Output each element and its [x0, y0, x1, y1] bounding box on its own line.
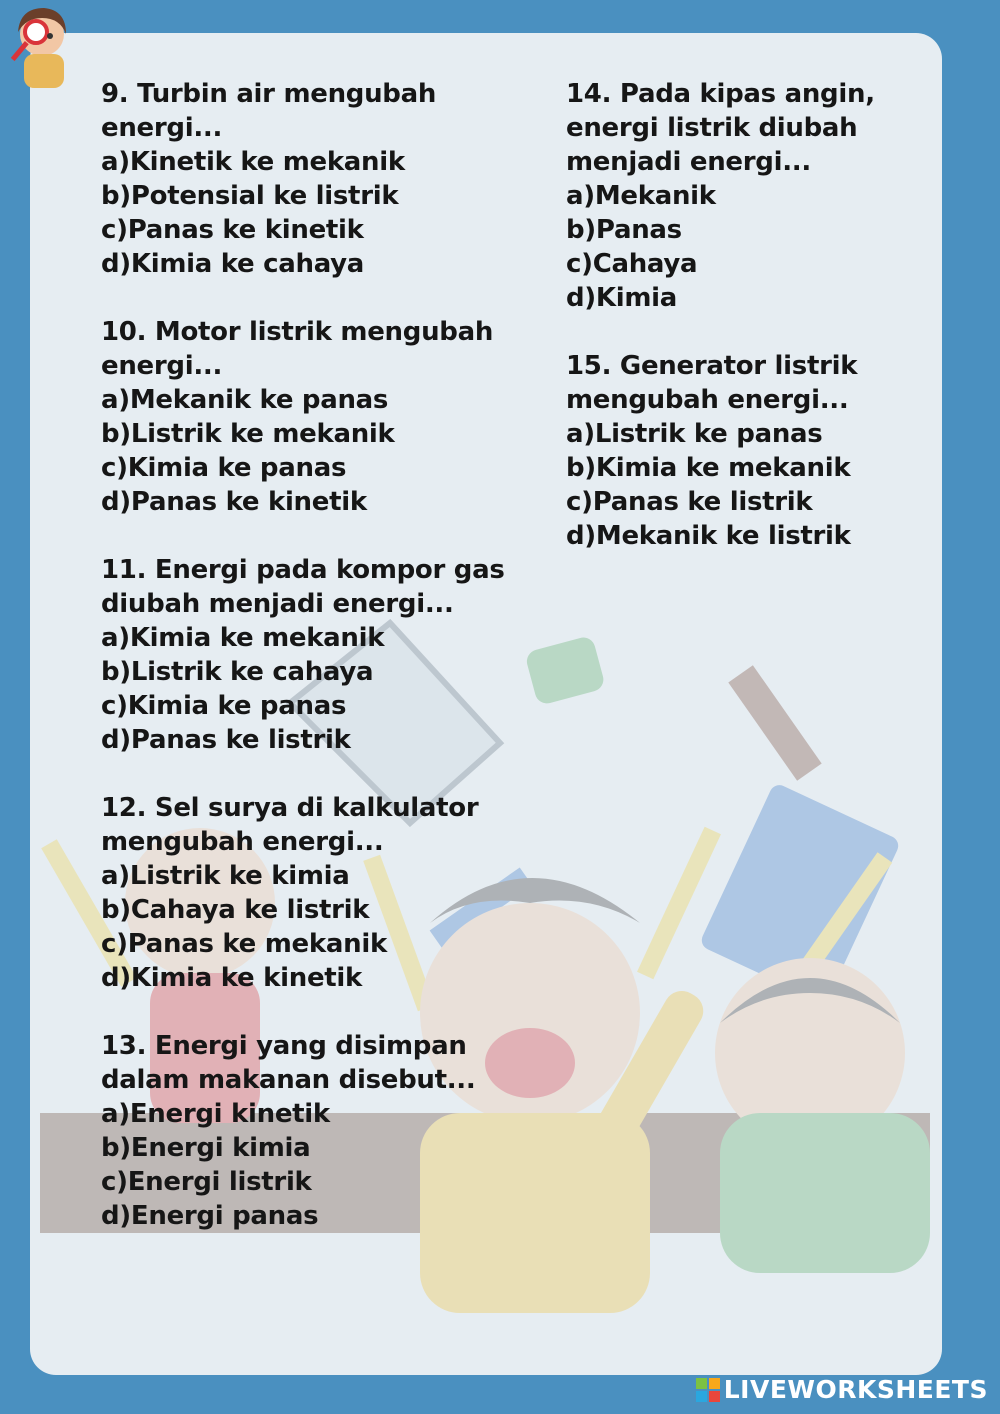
question-text: 9. Turbin air mengubah [101, 79, 437, 109]
question-text: 12. Sel surya di kalkulator [101, 793, 479, 823]
option-c: c)Cahaya [566, 249, 698, 279]
question-text: energi... [101, 351, 223, 381]
liveworksheets-brand [696, 1375, 988, 1404]
question-text: energi... [101, 113, 223, 143]
option-d: d)Kimia ke kinetik [101, 963, 363, 993]
option-a: a)Mekanik [566, 181, 716, 211]
question-15 [566, 349, 942, 553]
option-b: b)Kimia ke mekanik [566, 453, 851, 483]
option-c: c)Panas ke mekanik [101, 929, 387, 959]
mascot-magnifier-icon [0, 0, 82, 100]
question-text: diubah menjadi energi... [101, 589, 454, 619]
option-a: a)Kimia ke mekanik [101, 623, 385, 653]
question-9 [101, 77, 521, 281]
option-c: c)Panas ke kinetik [101, 215, 364, 245]
option-c: c)Panas ke listrik [566, 487, 813, 517]
question-text: menjadi energi... [566, 147, 811, 177]
option-d: d)Panas ke listrik [101, 725, 351, 755]
question-11 [101, 553, 521, 757]
question-13 [101, 1029, 521, 1233]
left-column [101, 77, 521, 1267]
question-12 [101, 791, 521, 995]
option-b: b)Cahaya ke listrik [101, 895, 370, 925]
question-text: 15. Generator listrik [566, 351, 858, 381]
liveworksheets-logo-icon [696, 1378, 720, 1402]
worksheet-card [30, 33, 942, 1375]
option-b: b)Panas [566, 215, 682, 245]
question-text: 14. Pada kipas angin, [566, 79, 875, 109]
option-b: b)Listrik ke mekanik [101, 419, 395, 449]
option-b: b)Listrik ke cahaya [101, 657, 374, 687]
question-text: energi listrik diubah [566, 113, 858, 143]
option-a: a)Listrik ke kimia [101, 861, 350, 891]
option-b: b)Potensial ke listrik [101, 181, 399, 211]
option-a: a)Energi kinetik [101, 1099, 330, 1129]
brand-text: LIVEWORKSHEETS [723, 1375, 988, 1404]
question-text: 11. Energi pada kompor gas [101, 555, 505, 585]
question-text: mengubah energi... [566, 385, 849, 415]
question-text: mengubah energi... [101, 827, 384, 857]
option-c: c)Energi listrik [101, 1167, 312, 1197]
option-a: a)Mekanik ke panas [101, 385, 389, 415]
option-a: a)Kinetik ke mekanik [101, 147, 405, 177]
option-c: c)Kimia ke panas [101, 453, 347, 483]
option-d: d)Mekanik ke listrik [566, 521, 851, 551]
question-text: 13. Energi yang disimpan [101, 1031, 467, 1061]
option-b: b)Energi kimia [101, 1133, 311, 1163]
option-d: d)Kimia [566, 283, 678, 313]
option-c: c)Kimia ke panas [101, 691, 347, 721]
question-text: 10. Motor listrik mengubah [101, 317, 494, 347]
option-a: a)Listrik ke panas [566, 419, 823, 449]
question-text: dalam makanan disebut... [101, 1065, 476, 1095]
question-10 [101, 315, 521, 519]
option-d: d)Energi panas [101, 1201, 319, 1231]
option-d: d)Panas ke kinetik [101, 487, 367, 517]
right-column [566, 77, 942, 587]
option-d: d)Kimia ke cahaya [101, 249, 365, 279]
question-14 [566, 77, 942, 315]
